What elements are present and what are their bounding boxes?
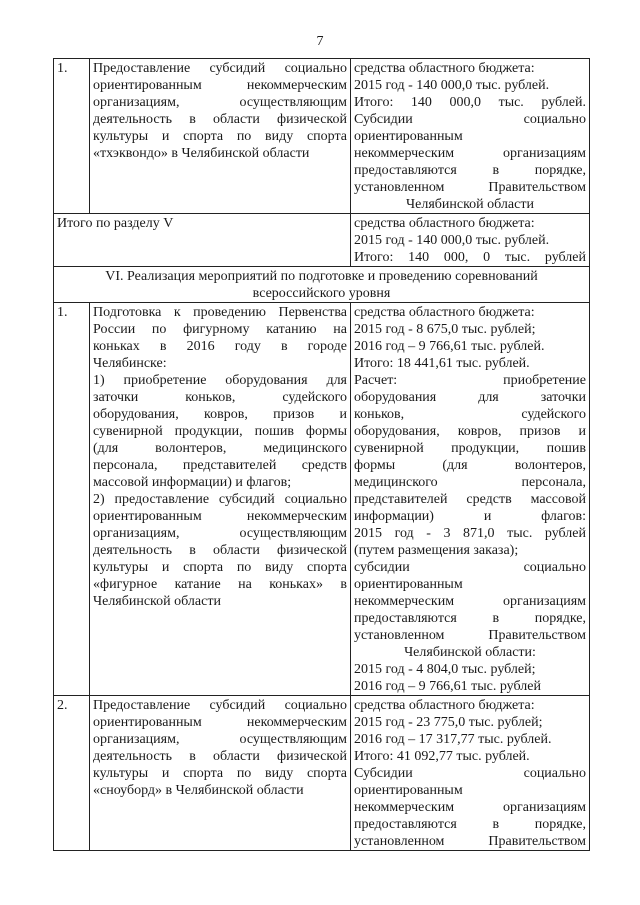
text-line: заточки коньков, судейского [93,390,347,405]
text-line: предоставляются в порядке, [354,817,586,832]
text-line: некоммерческим организациям [354,800,586,815]
funding-cell [351,696,590,851]
text-line: оборудования, ковров, призов и [354,424,586,439]
text-line: субсидии социально [354,560,586,575]
text-line: ориентированным [354,129,463,144]
activity-description [90,303,351,696]
text-line: 2015 год - 3 871,0 тыс. рублей [354,526,586,541]
text-line: Челябинской области: [404,645,536,660]
text-line: организациям, осуществляющим [93,732,347,747]
text-line: оборудования для заточки [354,390,586,405]
text-line: 1) приобретение оборудования для [93,373,347,388]
table-row [54,303,590,696]
section-title-line: VI. Реализация мероприятий по подготовке и проведению соревнований [105,269,538,284]
text-line: массовой информации) и флагов; [93,475,292,490]
text-line: установленном Правительством [354,180,586,195]
text-line: Итого: 41 092,77 тыс. рублей. [354,749,530,764]
text-line: 2015 год - 4 804,0 тыс. рублей; [354,662,536,677]
row-number: 1. [54,59,90,214]
text-line: средства областного бюджета: [354,216,535,231]
text-line: деятельность в области физической [93,749,347,764]
activity-description [90,696,351,851]
text-line: оборудования, ковров, призов и [93,407,347,422]
text-line: некоммерческим организациям [354,594,586,609]
section-heading [54,267,590,303]
text-line: Предоставление субсидий социально [93,61,347,76]
text-line: (путем размещения заказа); [354,543,519,558]
text-line: Субсидии социально [354,766,586,781]
text-line: некоммерческим организациям [354,146,586,161]
text-line: Челябинской области [406,197,534,212]
text-line: деятельность в области физической [93,543,347,558]
text-line: Расчет: приобретение [354,373,586,388]
text-line: России по фигурному катанию на [93,322,347,337]
table-row [54,59,590,214]
text-line: 2016 год – 17 317,77 тыс. рублей. [354,732,552,747]
text-line: Итого по разделу V [57,216,174,231]
text-line: организациям, осуществляющим [93,95,347,110]
text-line: предоставляются в порядке, [354,611,586,626]
activity-description [90,59,351,214]
page-number: 7 [316,34,324,49]
text-line: Итого: 140 000, 0 тыс. рублей [354,250,586,265]
text-line: «тхэквондо» в Челябинской области [93,146,310,161]
text-line: культуры и спорта по виду спорта [93,560,347,575]
row-number: 1. [54,303,90,696]
text-line: сувенирной продукции, пошив [354,441,586,456]
text-line: 2015 год - 140 000,0 тыс. рублей. [354,78,550,93]
text-line: Челябинске: [93,356,167,371]
text-line: Итого: 140 000,0 тыс. рублей. [354,95,586,110]
table-row [54,696,590,851]
text-line: Предоставление субсидий социально [93,698,347,713]
funding-cell [351,303,590,696]
text-line: установленном Правительством [354,834,586,849]
table-row [54,267,590,303]
text-line: ориентированным некоммерческим [93,509,347,524]
text-line: «фигурное катание на коньках» в [93,577,347,592]
text-line: средства областного бюджета: [354,305,535,320]
text-line: ориентированным [354,783,463,798]
text-line: ориентированным [354,577,463,592]
text-line: 2) предоставление субсидий социально [93,492,347,507]
text-line: Подготовка к проведению Первенства [93,305,347,320]
text-line: персонала, представителей средств [93,458,347,473]
text-line: 2016 год – 9 766,61 тыс. рублей [354,679,541,694]
text-line: культуры и спорта по виду спорта [93,766,347,781]
text-line: ориентированным некоммерческим [93,715,347,730]
text-line: представителей средств массовой [354,492,586,507]
funding-cell [351,214,590,267]
section-total-label [54,214,351,267]
text-line: 2015 год - 23 775,0 тыс. рублей; [354,715,543,730]
text-line: коньков, судейского [354,407,586,422]
text-line: 2015 год - 8 675,0 тыс. рублей; [354,322,536,337]
text-line: средства областного бюджета: [354,698,535,713]
row-number: 2. [54,696,90,851]
text-line: Челябинской области [93,594,221,609]
text-line: (для волонтеров, медицинского [93,441,347,456]
table-row [54,214,590,267]
text-line: установленном Правительством [354,628,586,643]
text-line: Итого: 18 441,61 тыс. рублей. [354,356,530,371]
text-line: 2015 год - 140 000,0 тыс. рублей. [354,233,550,248]
text-line: коньках в 2016 году в городе [93,339,347,354]
text-line: предоставляются в порядке, [354,163,586,178]
text-line: деятельность в области физической [93,112,347,127]
text-line: информации) и флагов: [354,509,586,524]
text-line: Субсидии социально [354,112,586,127]
text-line: «сноуборд» в Челябинской области [93,783,304,798]
text-line: культуры и спорта по виду спорта [93,129,347,144]
text-line: 2016 год – 9 766,61 тыс. рублей. [354,339,545,354]
text-line: медицинского персонала, [354,475,586,490]
text-line: формы (для волонтеров, [354,458,586,473]
section-title-line: всероссийского уровня [252,286,391,301]
funding-cell [351,59,590,214]
text-line: организациям, осуществляющим [93,526,347,541]
text-line: сувенирной продукции, пошив формы [93,424,347,439]
text-line: ориентированным некоммерческим [93,78,347,93]
text-line: средства областного бюджета: [354,61,535,76]
program-table [53,58,590,851]
